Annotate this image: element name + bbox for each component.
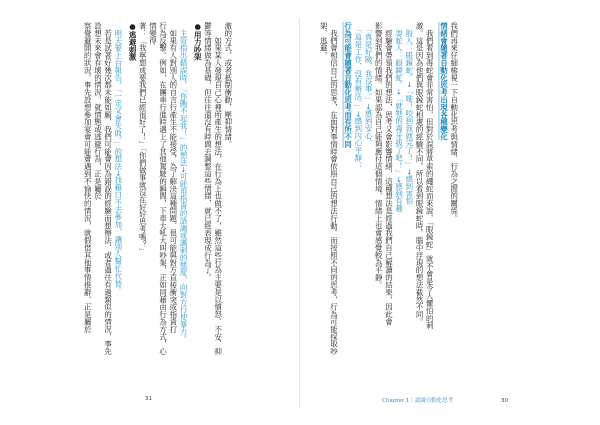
body-line: 我們看到毒蛇會非常害怕，但對於誤將草索的繩蛇而來說，「眼鏡蛇」就不會是令人懼怕的刺 [425,22,435,330]
subsection-heading: ●逃避刺激 [128,22,138,61]
subsection-heading: ●用力吵架 [193,22,203,61]
right-page [318,22,578,362]
body-line: 行為反擊。例如，在團車行進時遇上了其他駕駛的瞬間，下車大吼大叫吵架，正如同藉由行為方式，心情變得 [148,22,168,355]
page-number: 30 [501,398,508,404]
right-page-footer [382,396,508,404]
left-page [82,22,287,362]
body-line: 若是試著好幾次都未能如願，我們可能會因為錯誤的經驗而想辦法，或者過往有過類似的情況，事先設想未來會有壞的情況，就情態或逃避行為，正是屬於 [93,22,113,355]
example-line: 耍蛇人：眼鏡蛇。→「就牠的毒牙拔了吧！」→感到有趣 [394,22,404,212]
page-gutter [299,18,300,408]
body-line: 我們再來仔細檢視一下自動化思考與情緒、行為之間的關係。 [449,22,459,222]
body-line: 激。這是因為他們與眼鏡蛇相處的經驗不同，所以看到眼鏡蛇時，腦中浮現的想法截然不同。 [415,22,425,326]
body-line: 如果有人對別人的自言行產生不能接受，為了解決這種問題、很可能與對方直接衝突或指責打 [168,22,178,333]
body-line: 激的方式，或者抵制衝動，壓抑情緒。 [223,22,233,148]
right-page-text [318,22,459,362]
example-line: 「這是工作，沒有辦法。」→感到內心平靜、、 [353,22,363,173]
chapter-label: Chapter 1｜認識自動化思考 [382,398,454,404]
section-heading: 情緒會隨著自動化思考出現各種變化 [439,22,449,141]
example-line: 主管指出錯誤時，「你瞧不起我！」的想法→可能用指責的語調或諷刺的態度，向對方行使暴力。 [179,22,189,343]
body-line: 著：「我寧想成要我們已經很好了！」「你們做事就沒在好好思考嗎？」 [138,22,148,256]
body-line: 影響到我們的情緒。如果認為自己能夠應付這個情境，情緒上也會感覺較為平靜。 [374,22,384,289]
left-page-text [82,22,233,362]
section-heading: 行為可能會隨著自動化思考而有所不同 [343,22,353,148]
page-number: 31 [145,396,152,402]
body-line: 經驗會帶領我們的想法，思考又會影響情緒，這種想法是經過我們自己解讀的結果，因此會 [384,22,394,326]
example-line: 般人：眼鏡蛇。→「唯！咬到我就完了！」→感到害怕 [404,22,414,205]
body-line: 察覺避開的狀況，事先設想參加宴會可能會遇到不愉快的情況，就假借其他事情推辭，正是屬於 [83,22,93,333]
left-page-number [145,396,152,402]
example-line: 明天要上台報告，「一定又會失敗。」的想法→找藉口不去參加，讓別人幫忙代替。 [113,22,123,295]
body-line: 如果某人發現自己心裡所產生的想法，在行為上也做不了，雖然這些行為主要是以憤怒、不安、抑鬱等情緒做為基礎，但往往還沒有時間去調整這些情緒，就已經表現成行為了。 [203,22,223,355]
body-line: 我們會相信自己的思考，在面對事情時會依照自己的想法行動。而按照不同的思考，行為可能採取吵架、逃避， [319,22,339,355]
example-line: 「真是好險，我沒事。」→感到安心、 [364,22,374,147]
